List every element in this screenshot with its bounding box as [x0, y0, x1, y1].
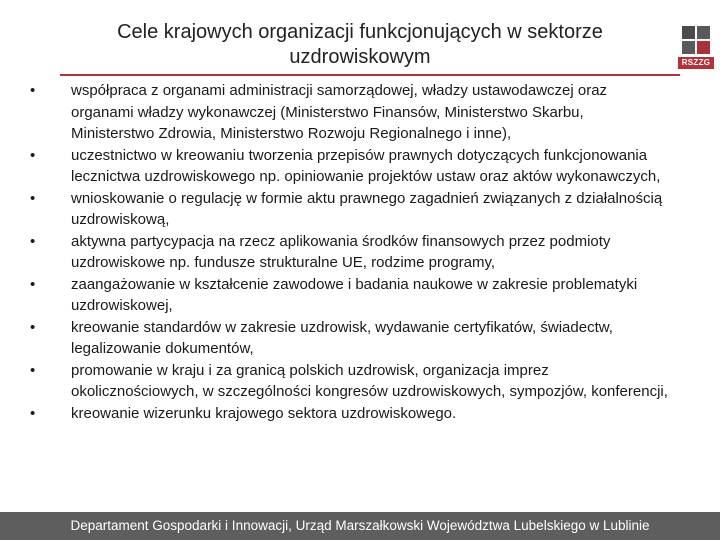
- list-item: [30, 145, 670, 188]
- list-item: [30, 231, 670, 274]
- list-item-text: kreowanie standardów w zakresie uzdrowisk, wydawanie certyfikatów, świadectw, legalizowanie dokumentów,: [71, 318, 613, 357]
- list-item: [30, 403, 670, 425]
- list-item: [30, 80, 670, 145]
- bullet-icon: •: [30, 404, 36, 422]
- bullet-icon: •: [30, 275, 36, 293]
- bullet-icon: •: [30, 146, 36, 164]
- title-divider: [60, 74, 680, 76]
- logo-square: [682, 41, 695, 54]
- organization-logo: [678, 26, 714, 72]
- bullet-icon: •: [30, 82, 36, 99]
- list-item-text: wnioskowanie o regulację w formie aktu prawnego zagadnień związanych z działalnością uzdrowiskową,: [71, 189, 663, 228]
- list-item: [30, 360, 670, 403]
- goals-list: [30, 80, 670, 424]
- logo-square-accent: [697, 41, 710, 54]
- list-item: [30, 188, 670, 231]
- footer-bar: Departament Gospodarki i Innowacji, Urząd Marszałkowski Województwa Lubelskiego w Lublinie: [0, 512, 720, 540]
- bullet-icon: •: [30, 232, 36, 250]
- logo-square: [682, 26, 695, 39]
- list-item-text: kreowanie wizerunku krajowego sektora uzdrowiskowego.: [71, 404, 457, 422]
- logo-text: RSZZG: [678, 57, 714, 69]
- bullet-icon: •: [30, 189, 36, 207]
- list-item-text: zaangażowanie w kształcenie zawodowe i badania naukowe w zakresie problematyki uzdrowiskowej,: [71, 275, 638, 314]
- list-item-text: promowanie w kraju i za granicą polskich uzdrowisk, organizacja imprez okolicznościowych, w szczególności kongresów uzdrowiskowych, sympozjów, konferencji,: [71, 361, 668, 400]
- list-item: [30, 274, 670, 317]
- bullet-icon: •: [30, 318, 36, 336]
- slide-title: Cele krajowych organizacji funkcjonujących w sektorze uzdrowiskowym: [117, 21, 603, 68]
- list-item-text: współpraca z organami administracji samorządowej, władzy ustawodawczej oraz organami władzy wykonawczej (Ministerstwo Finansów, Ministerstwo Skarbu, Ministerstwo Zdrowia, Ministerstwo Rozwoju Regionalnego i inne),: [71, 82, 608, 142]
- logo-square: [697, 26, 710, 39]
- bullet-icon: •: [30, 361, 36, 379]
- list-item: [30, 317, 670, 360]
- list-item-text: uczestnictwo w kreowaniu tworzenia przepisów prawnych dotyczących funkcjonowania lecznictwa uzdrowiskowego np. opiniowanie projektów ustaw oraz aktów wykonawczych,: [71, 146, 661, 185]
- list-item-text: aktywna partycypacja na rzecz aplikowania środków finansowych przez podmioty uzdrowiskowe np. fundusze strukturalne UE, rodzime programy,: [71, 232, 611, 271]
